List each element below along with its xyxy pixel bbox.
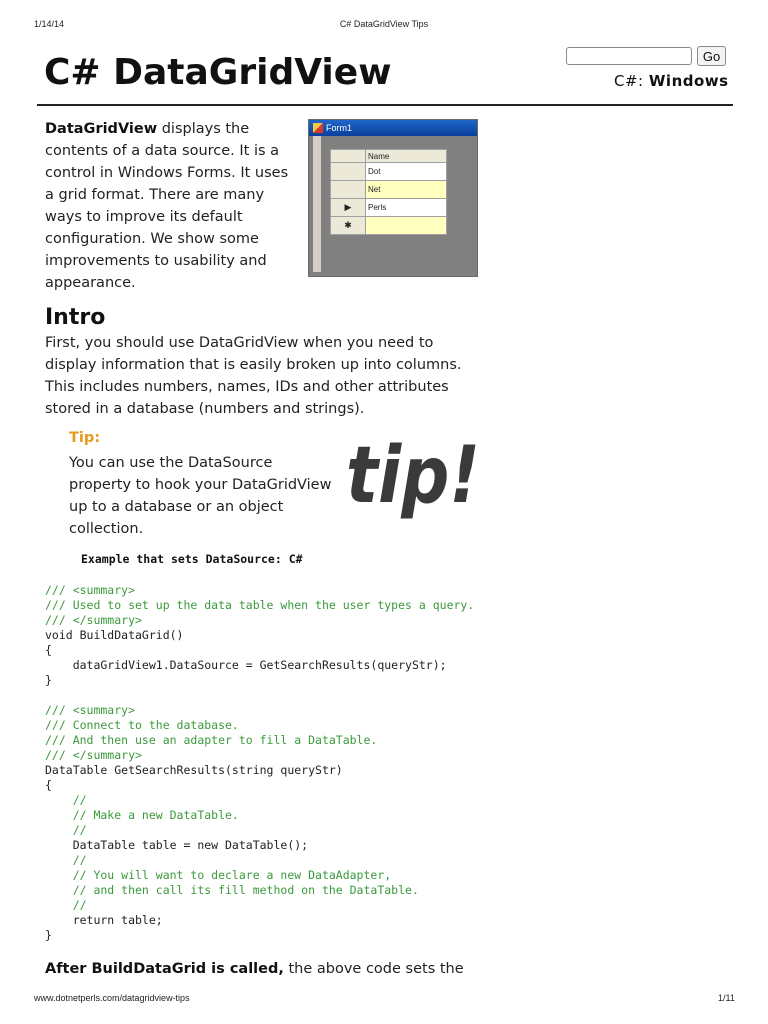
code-line: } <box>45 673 52 687</box>
tip-body-text <box>69 452 339 540</box>
code-line: return table; <box>45 913 163 927</box>
grid-row <box>331 163 447 181</box>
intro-line: a grid format. There are many <box>45 187 265 203</box>
code-comment-line: /// </summary> <box>45 613 142 627</box>
print-date: 1/14/14 <box>34 19 65 29</box>
nav-breadcrumb[interactable] <box>614 72 729 90</box>
intro-body-line: This includes numbers, names, IDs and other attributes <box>45 379 449 395</box>
tip-graphic-text: tip! <box>346 431 480 521</box>
page-title: C# DataGridView <box>44 52 392 93</box>
form-titlebar <box>309 120 477 136</box>
code-sample <box>45 583 474 943</box>
tip-body <box>69 452 339 540</box>
print-page-number: 1/11 <box>718 993 735 1003</box>
search-input[interactable] <box>566 47 692 65</box>
code-line: { <box>45 643 52 657</box>
datagridview-sample <box>330 149 447 235</box>
tip-line: You can use the DataSource <box>69 455 273 471</box>
intro-lead-term[interactable]: DataGridView <box>45 121 158 137</box>
form-client-area <box>313 136 473 272</box>
grid-cell: Net <box>366 181 447 199</box>
row-header <box>331 163 366 181</box>
intro-line: appearance. <box>45 275 136 291</box>
tip-line: collection. <box>69 521 144 537</box>
title-divider <box>37 104 733 106</box>
example-caption: Example that sets DataSource: C# <box>81 552 303 566</box>
grid-row <box>331 199 447 217</box>
intro-body <box>45 332 475 420</box>
tip-line: property to hook your DataGridView <box>69 477 332 493</box>
code-comment-line: /// </summary> <box>45 748 142 762</box>
intro-body-line: stored in a database (numbers and strings). <box>45 401 365 417</box>
code-comment-line: /// Used to set up the data table when the user types a query. <box>45 598 475 612</box>
form-app-icon <box>313 123 323 133</box>
intro-line: control in Windows Forms. It uses <box>45 165 289 181</box>
intro-body-text <box>45 332 475 420</box>
tip-line: up to a database or an object <box>69 499 284 515</box>
intro-line: ways to improve its default <box>45 209 243 225</box>
code-line: DataTable table = new DataTable(); <box>45 838 309 852</box>
print-title: C# DataGridView Tips <box>339 19 429 29</box>
column-header-name: Name <box>366 150 447 163</box>
after-text: the above code sets the <box>288 961 464 977</box>
code-line: dataGridView1.DataSource = GetSearchResults(queryStr); <box>45 658 447 672</box>
code-comment-line: // <box>45 793 87 807</box>
code-line: } <box>45 928 52 942</box>
nav-section-link[interactable]: Windows <box>648 72 729 90</box>
code-comment-line: /// <summary> <box>45 583 136 597</box>
form-screenshot <box>308 119 478 277</box>
code-line: { <box>45 778 52 792</box>
code-line: void BuildDataGrid() <box>45 628 184 642</box>
grid-row <box>331 181 447 199</box>
go-button[interactable]: Go <box>697 46 726 66</box>
intro-body-line: First, you should use DataGridView when you need to <box>45 335 434 351</box>
grid-row <box>331 217 447 235</box>
code-comment-line: /// Connect to the database. <box>45 718 239 732</box>
nav-prefix: C#: <box>614 72 644 90</box>
form-window-title: Form1 <box>326 123 353 133</box>
row-header: ✱ <box>331 217 366 235</box>
intro-heading: Intro <box>45 305 106 330</box>
print-url: www.dotnetperls.com/datagridview-tips <box>34 993 190 1003</box>
corner-header <box>331 150 366 163</box>
code-line: DataTable GetSearchResults(string queryStr) <box>45 763 343 777</box>
code-comment-line: /// <summary> <box>45 703 136 717</box>
code-comment-line: /// And then use an adapter to fill a DataTable. <box>45 733 378 747</box>
intro-line: contents of a data source. It is a <box>45 143 280 159</box>
tip-graphic <box>344 430 484 520</box>
code-comment-line: // You will want to declare a new DataAdapter, <box>45 868 392 882</box>
grid-cell: Perls <box>366 199 447 217</box>
code-comment-line: // <box>45 853 87 867</box>
intro-body-line: display information that is easily broken up into columns. <box>45 357 462 373</box>
code-comment-line: // and then call its fill method on the DataTable. <box>45 883 419 897</box>
code-comment-line: // <box>45 898 87 912</box>
after-lead: After BuildDataGrid is called, <box>45 961 284 977</box>
tip-label: Tip: <box>69 430 101 446</box>
code-comment-line: // Make a new DataTable. <box>45 808 239 822</box>
intro-paragraph <box>45 118 300 294</box>
intro-line: configuration. We show some <box>45 231 259 247</box>
after-paragraph <box>45 958 464 980</box>
intro-line: improvements to usability and <box>45 253 267 269</box>
row-header <box>331 181 366 199</box>
row-header: ▶ <box>331 199 366 217</box>
intro-line: displays the <box>157 121 250 137</box>
grid-cell: Dot <box>366 163 447 181</box>
intro-text <box>45 118 300 294</box>
code-comment-line: // <box>45 823 87 837</box>
grid-cell <box>366 217 447 235</box>
